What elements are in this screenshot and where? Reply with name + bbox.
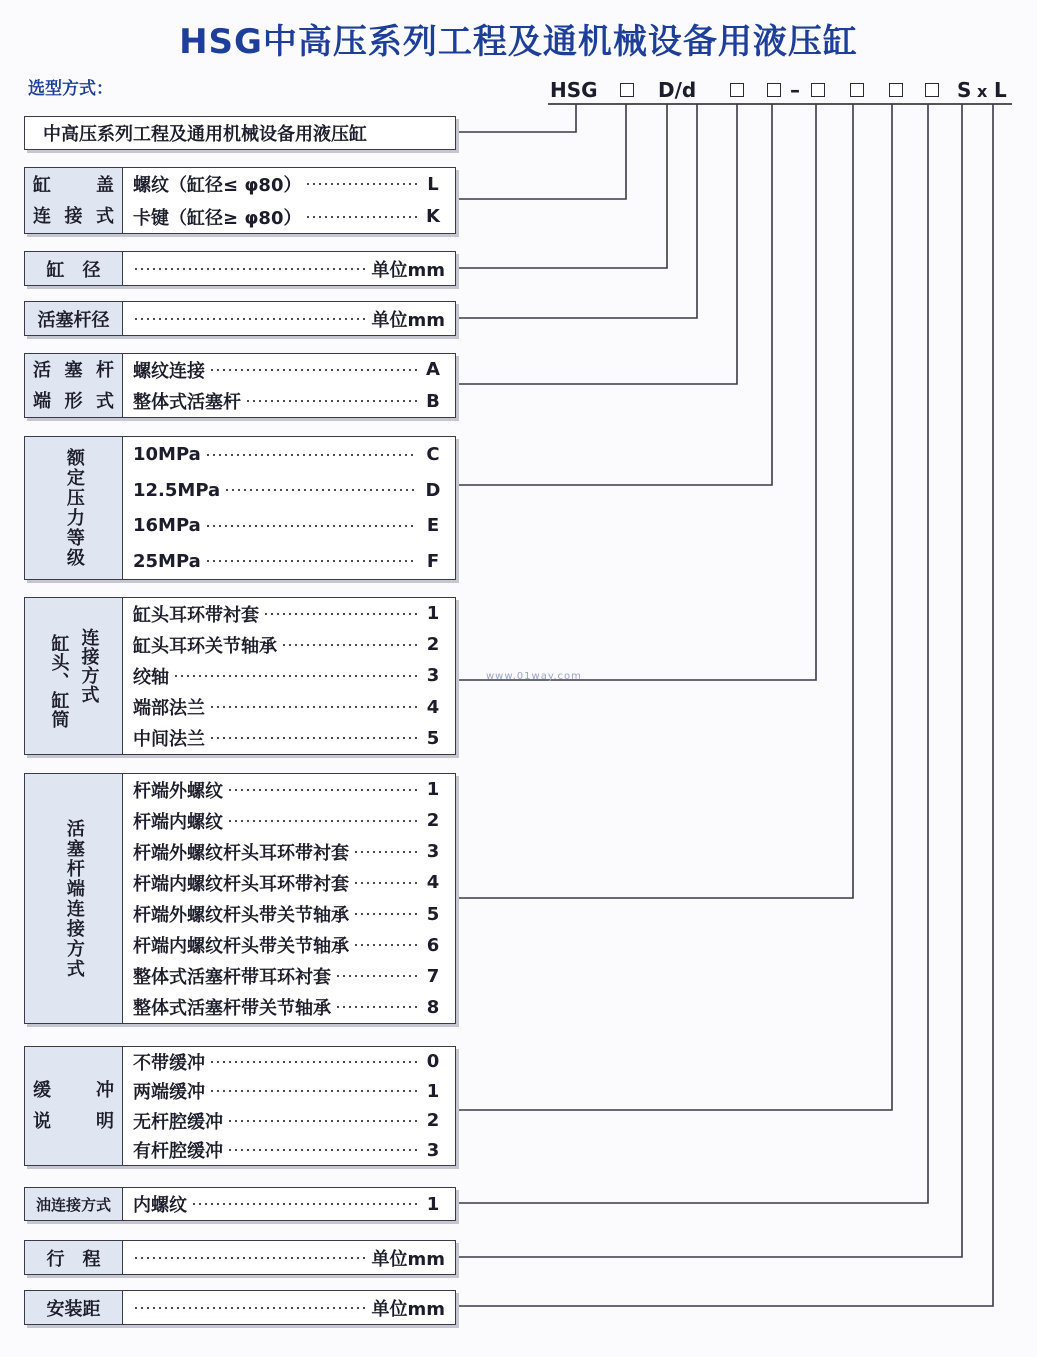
option-code: 5 bbox=[426, 727, 440, 749]
code-prefix: HSG bbox=[550, 78, 598, 102]
option-code: 2 bbox=[426, 810, 440, 832]
section-pressure-label: 额定压力等级 bbox=[25, 437, 123, 579]
option-row bbox=[133, 839, 445, 865]
option-text: 螺纹连接 bbox=[133, 360, 205, 382]
section-head-label bbox=[25, 598, 123, 754]
section-oil-label: 油连接方式 bbox=[25, 1188, 123, 1220]
rod-unit: 单位mm bbox=[371, 309, 445, 331]
option-row bbox=[133, 808, 445, 834]
option-text: 不带缓冲 bbox=[133, 1052, 205, 1074]
option-code: F bbox=[426, 550, 440, 572]
section-rod-end-label-line1: 活塞杆 bbox=[33, 359, 114, 381]
option-row bbox=[133, 1108, 445, 1134]
section-bore bbox=[24, 251, 456, 286]
section-stroke bbox=[24, 1240, 456, 1275]
option-row bbox=[133, 725, 445, 751]
option-text: 杆端外螺纹杆头耳环带衬套 bbox=[133, 842, 349, 864]
option-row bbox=[133, 388, 445, 414]
option-code: K bbox=[426, 206, 440, 228]
section-mount bbox=[24, 1290, 456, 1325]
section-oil bbox=[24, 1187, 456, 1221]
option-code: 5 bbox=[426, 903, 440, 925]
option-text: 10MPa bbox=[133, 444, 201, 466]
option-row bbox=[133, 777, 445, 803]
code-dd: D/d bbox=[658, 78, 697, 102]
section-bore-label: 缸 径 bbox=[25, 252, 123, 285]
option-text: 端部法兰 bbox=[133, 698, 205, 720]
code-times: x bbox=[977, 82, 988, 101]
option-row bbox=[133, 694, 445, 720]
option-text: 中间法兰 bbox=[133, 729, 205, 751]
option-code: A bbox=[426, 359, 440, 381]
option-code: 8 bbox=[426, 996, 440, 1018]
option-row bbox=[133, 1049, 445, 1075]
option-row bbox=[133, 1137, 445, 1163]
option-code: 2 bbox=[426, 1110, 440, 1132]
option-text: 螺纹（缸径≤ φ80） bbox=[133, 175, 302, 197]
option-code: 3 bbox=[426, 841, 440, 863]
section-rod-end bbox=[24, 353, 456, 418]
option-row bbox=[133, 551, 445, 572]
option-code: 2 bbox=[426, 634, 440, 656]
section-rod-end-label bbox=[25, 354, 123, 417]
page-title: HSG中高压系列工程及通机械设备用液压缸 bbox=[179, 22, 858, 62]
option-code: 1 bbox=[426, 779, 440, 801]
option-text: 卡键（缸径≥ φ80） bbox=[133, 207, 302, 229]
option-row bbox=[133, 901, 445, 927]
option-code: 4 bbox=[426, 872, 440, 894]
option-row bbox=[133, 1191, 445, 1217]
code-dash: – bbox=[790, 78, 800, 102]
option-row bbox=[133, 1078, 445, 1104]
option-row bbox=[133, 663, 445, 689]
option-code: 1 bbox=[426, 603, 440, 625]
option-row bbox=[133, 601, 445, 627]
option-text: 杆端外螺纹杆头带关节轴承 bbox=[133, 905, 349, 927]
option-text: 杆端内螺纹 bbox=[133, 811, 223, 833]
option-text: 16MPa bbox=[133, 515, 201, 537]
option-code: D bbox=[425, 479, 441, 501]
option-text: 缸头耳环关节轴承 bbox=[133, 635, 277, 657]
leader-mount bbox=[456, 104, 993, 1306]
selection-method-label: 选型方式： bbox=[28, 79, 113, 99]
option-code: 7 bbox=[426, 965, 440, 987]
option-row bbox=[133, 480, 445, 501]
option-code: 3 bbox=[426, 665, 440, 687]
section-head-label-a: 缸头、缸筒 bbox=[48, 633, 70, 729]
option-text: 无杆腔缓冲 bbox=[133, 1111, 223, 1133]
section-head bbox=[24, 597, 456, 755]
section-cap-label-line2: 连接式 bbox=[33, 205, 114, 227]
section-pressure bbox=[24, 436, 456, 580]
leader-head bbox=[456, 104, 816, 680]
option-text: 整体式活塞杆带耳环衬套 bbox=[133, 967, 331, 989]
option-row bbox=[133, 171, 445, 197]
section-stroke-label: 行 程 bbox=[25, 1241, 123, 1274]
option-text: 整体式活塞杆带关节轴承 bbox=[133, 998, 331, 1020]
option-code: 3 bbox=[426, 1139, 440, 1161]
option-code: E bbox=[426, 515, 440, 537]
option-text: 12.5MPa bbox=[133, 479, 221, 501]
stroke-unit: 单位mm bbox=[371, 1248, 445, 1270]
section-mount-label: 安装距 bbox=[25, 1291, 123, 1324]
option-row bbox=[133, 357, 445, 383]
section-rod-conn bbox=[24, 773, 456, 1024]
leader-cap bbox=[456, 104, 626, 199]
option-text: 两端缓冲 bbox=[133, 1082, 205, 1104]
option-code: C bbox=[426, 444, 440, 466]
section-rod bbox=[24, 301, 456, 336]
option-row bbox=[133, 994, 445, 1020]
option-text: 杆端外螺纹 bbox=[133, 780, 223, 802]
leader-bore bbox=[456, 104, 667, 268]
leader-oil bbox=[456, 104, 928, 1203]
option-text: 缸头耳环带衬套 bbox=[133, 604, 259, 626]
leader-rod-conn bbox=[456, 104, 853, 898]
option-text: 杆端内螺纹杆头带关节轴承 bbox=[133, 936, 349, 958]
leader-cushion bbox=[456, 104, 892, 1110]
section-cap-label-line1: 缸 盖 bbox=[33, 174, 114, 196]
section-rod-label: 活塞杆径 bbox=[25, 302, 123, 335]
option-code: B bbox=[426, 390, 440, 412]
option-row bbox=[133, 444, 445, 465]
code-mount: L bbox=[994, 78, 1007, 102]
option-row bbox=[133, 932, 445, 958]
option-code: 1 bbox=[426, 1080, 440, 1102]
section-cushion-label-line1: 缓 冲 bbox=[33, 1080, 114, 1101]
leader-pressure bbox=[456, 104, 772, 485]
code-stroke: S bbox=[957, 78, 972, 102]
option-code: L bbox=[427, 173, 439, 195]
option-text: 内螺纹 bbox=[133, 1195, 187, 1216]
option-text: 整体式活塞杆 bbox=[133, 392, 241, 414]
section-rod-conn-label: 活塞杆端连接方式 bbox=[25, 774, 123, 1023]
bore-unit: 单位mm bbox=[371, 259, 445, 281]
option-row bbox=[133, 870, 445, 896]
option-row bbox=[133, 515, 445, 536]
option-text: 有杆腔缓冲 bbox=[133, 1141, 223, 1163]
option-row bbox=[133, 963, 445, 989]
option-text: 杆端内螺纹杆头耳环带衬套 bbox=[133, 873, 349, 895]
option-row bbox=[133, 204, 445, 230]
option-code: 6 bbox=[426, 934, 440, 956]
section-cushion-label bbox=[25, 1047, 123, 1165]
option-code: 0 bbox=[426, 1051, 440, 1073]
watermark: www.01way.com bbox=[486, 671, 582, 682]
option-code: 4 bbox=[426, 696, 440, 718]
section-cushion-label-line2: 说 明 bbox=[33, 1111, 114, 1132]
section-rod-end-label-line2: 端形式 bbox=[33, 390, 114, 412]
header-box: 中高压系列工程及通用机械设备用液压缸 bbox=[24, 116, 456, 150]
leader-header bbox=[456, 104, 576, 132]
section-cap-label bbox=[25, 168, 123, 233]
option-text: 25MPa bbox=[133, 550, 201, 572]
leader-rod bbox=[456, 104, 697, 318]
option-text: 绞轴 bbox=[133, 666, 169, 688]
section-cushion bbox=[24, 1046, 456, 1166]
mount-unit: 单位mm bbox=[371, 1298, 445, 1320]
section-cap bbox=[24, 167, 456, 234]
option-code: 1 bbox=[426, 1193, 440, 1215]
option-row bbox=[133, 632, 445, 658]
section-head-label-b: 连接方式 bbox=[78, 628, 100, 704]
leader-rod-end bbox=[456, 104, 737, 384]
